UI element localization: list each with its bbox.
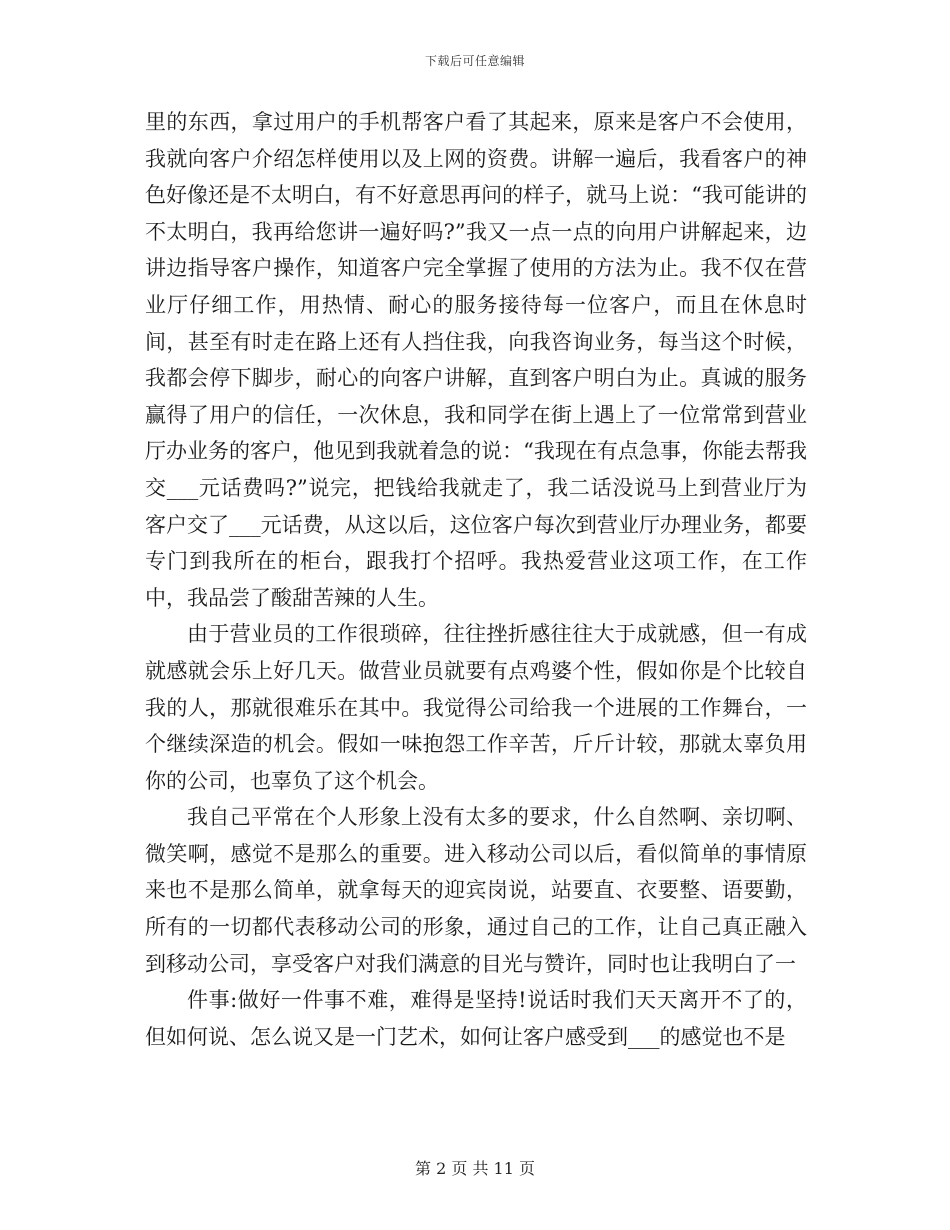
body-paragraph-2: 由于营业员的工作很琐碎，往往挫折感往往大于成就感，但一有成就感就会乐上好几天。做营业员就要有点鸡婆个性，假如你是个比较自我的人，那就很难乐在其中。我觉得公司给我一个进展的工作舞台，一个继续深造的机会。假如一味抱怨工作辛苦，斤斤计较，那就太辜负用你的公司，也辜负了这个机会。 <box>145 622 807 793</box>
body-paragraph-4: 件事:做好一件事不难，难得是坚持!说话时我们天天离开不了的，但如何说、怎么说又是一门艺术，如何让客户感受到___的感觉也不是 <box>145 988 807 1049</box>
document-body <box>145 104 807 1055</box>
page-number-footer: 第 2 页 共 11 页 <box>415 1159 535 1178</box>
body-paragraph-3: 我自己平常在个人形象上没有太多的要求，什么自然啊、亲切啊、微笑啊，感觉不是那么的重要。进入移动公司以后，看似简单的事情原来也不是那么简单，就拿每天的迎宾岗说，站要直、衣要整、语要勤，所有的一切都代表移动公司的形象，通过自己的工作，让自己真正融入到移动公司，享受客户对我们满意的目光与赞许，同时也让我明白了一 <box>145 805 807 976</box>
page-header-note: 下载后可任意编辑 <box>424 54 525 68</box>
body-paragraph-1: 里的东西，拿过用户的手机帮客户看了其起来，原来是客户不会使用，我就向客户介绍怎样使用以及上网的资费。讲解一遍后，我看客户的神色好像还是不太明白，有不好意思再问的样子，就马上说：“我可能讲的不太明白，我再给您讲一遍好吗?”我又一点一点的向用户讲解起来，边讲边指导客户操作，知道客户完全掌握了使用的方法为止。我不仅在营业厅仔细工作，用热情、耐心的服务接待每一位客户，而且在休息时间，甚至有时走在路上还有人挡住我，向我咨询业务，每当这个时候，我都会停下脚步，耐心的向客户讲解，直到客户明白为止。真诚的服务赢得了用户的信任，一次休息，我和同学在街上遇上了一位常常到营业厅办业务的客户，他见到我就着急的说：“我现在有点急事，你能去帮我交___元话费吗?”说完，把钱给我就走了，我二话没说马上到营业厅为客户交了___元话费，从这以后，这位客户每次到营业厅办理业务，都要专门到我所在的柜台，跟我打个招呼。我热爱营业这项工作，在工作中，我品尝了酸甜苦辣的人生。 <box>145 110 807 610</box>
